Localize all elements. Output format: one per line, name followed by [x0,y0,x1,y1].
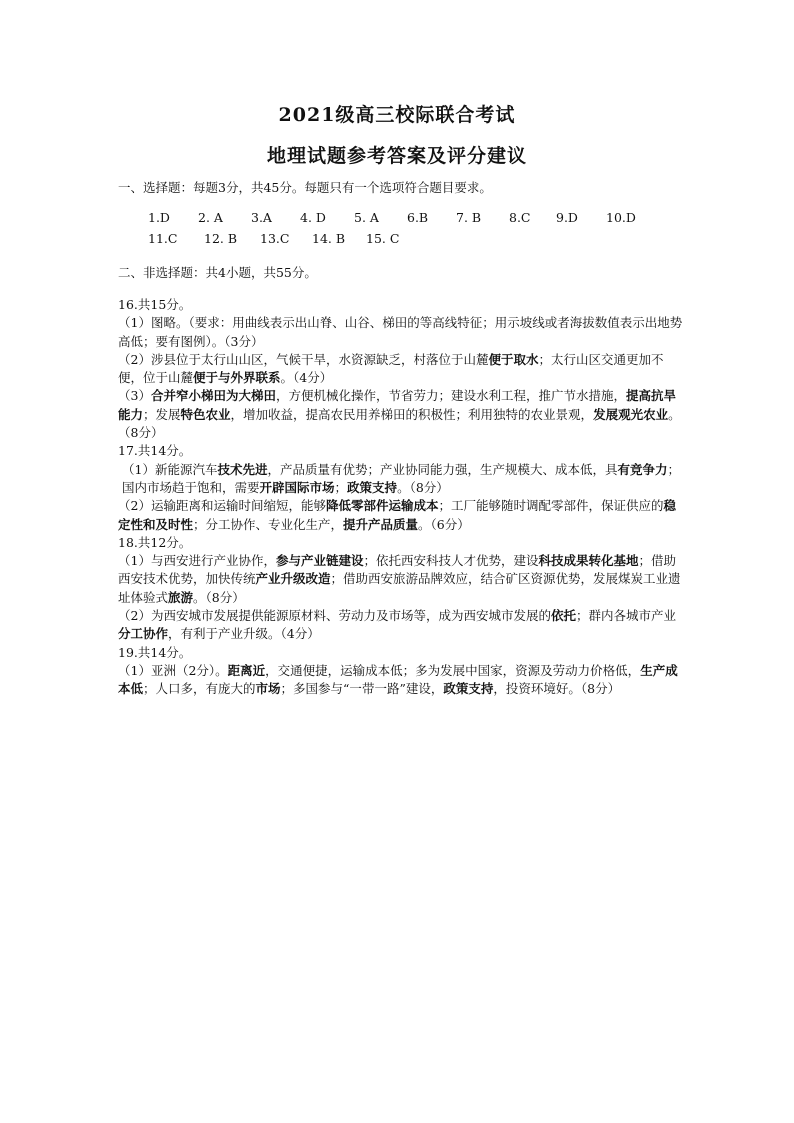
answer-item: 1.D [148,210,170,225]
q16-heading: 16.共15分。 [118,297,192,312]
q16-part-2: （2）涉县位于太行山山区，气候干旱，水资源缺乏，村落位于山麓便于取水；太行山区交通更加不便，位于山麓便于与外界联系。（4分） [118,351,664,386]
q17-part-1: （1）新能源汽车技术先进，产品质量有优势；产业协同能力强，生产规模大、成本低，具有竞争力；国内市场趋于饱和，需要开辟国际市场；政策支持。（8分） [122,461,681,495]
q16-part-3: （3）合并窄小梯田为大梯田，方便机械化操作，节省劳力；建设水利工程，推广节水措施，提高抗旱能力；发展特色农业，增加收益，提高农民用养梯田的积极性；利用独特的农业景观，发展观光农业。（8分） [118,388,681,441]
q19-heading: 19.共14分。 [118,644,192,660]
answer-item: 10.D [606,210,636,225]
answer-item: 11.C [148,231,178,246]
answer-item: 3.A [251,210,272,225]
exam-title: 2021级高三校际联合考试 [278,104,516,126]
answer-item: 13.C [260,231,290,246]
answer-item: 15. C [366,231,400,246]
answer-item: 6.B [407,210,429,225]
q18-part-1: （1）与西安进行产业协作，参与产业链建设；依托西安科技人才优势，建设科技成果转化基地；借助西安技术优势，加快传统产业升级改造；借助西安旅游品牌效应，结合矿区资源优势，发展煤炭工业遗址体验式旅游。（8分） [118,553,681,605]
answer-item: 9.D [556,210,578,225]
q19-part-1: （1）亚洲（2分）。距离近，交通便捷，运输成本低；多为发展中国家，资源及劳动力价格低，生产成本低；人口多，有庞大的市场；多国参与“一带一路”建设，政策支持，投资环境好。（8分） [118,662,678,697]
section-nonchoice-heading: 二、非选择题：共4小题，共55分。 [118,265,317,280]
answer-item: 8.C [509,210,531,225]
q17-heading: 17.共14分。 [118,443,192,459]
answer-item: 5. A [354,210,379,225]
q18-heading: 18.共12分。 [118,534,192,550]
section-choice-heading: 一、选择题：每题3分，共45分。每题只有一个选项符合题目要求。 [118,180,492,195]
answer-item: 12. B [204,231,238,246]
q17-part-2: （2）运输距离和运输时间缩短，能够降低零部件运输成本；工厂能够随时调配零部件，保证供应的稳定性和及时性；分工协作、专业化生产，提升产品质量。（6分） [118,498,677,532]
choice-answers-row-2 [148,231,406,246]
q18-part-2: （2）为西安城市发展提供能源原材料、劳动力及市场等，成为西安城市发展的依托；群内各城市产业分工协作，有利于产业升级。（4分） [118,608,676,642]
exam-subtitle: 地理试题参考答案及评分建议 [266,145,527,167]
answer-item: 14. B [312,231,346,246]
answer-item: 7. B [456,210,482,225]
choice-answers-row-1 [148,210,646,225]
answer-item: 4. D [300,210,326,225]
q16-part-1: （1）图略。（要求：用曲线表示出山脊、山谷、梯田的等高线特征；用示坡线或者海拔数值表示出地势高低；要有图例）。（3分） [118,315,683,349]
answer-body [118,296,688,699]
answer-item: 2. A [198,210,223,225]
